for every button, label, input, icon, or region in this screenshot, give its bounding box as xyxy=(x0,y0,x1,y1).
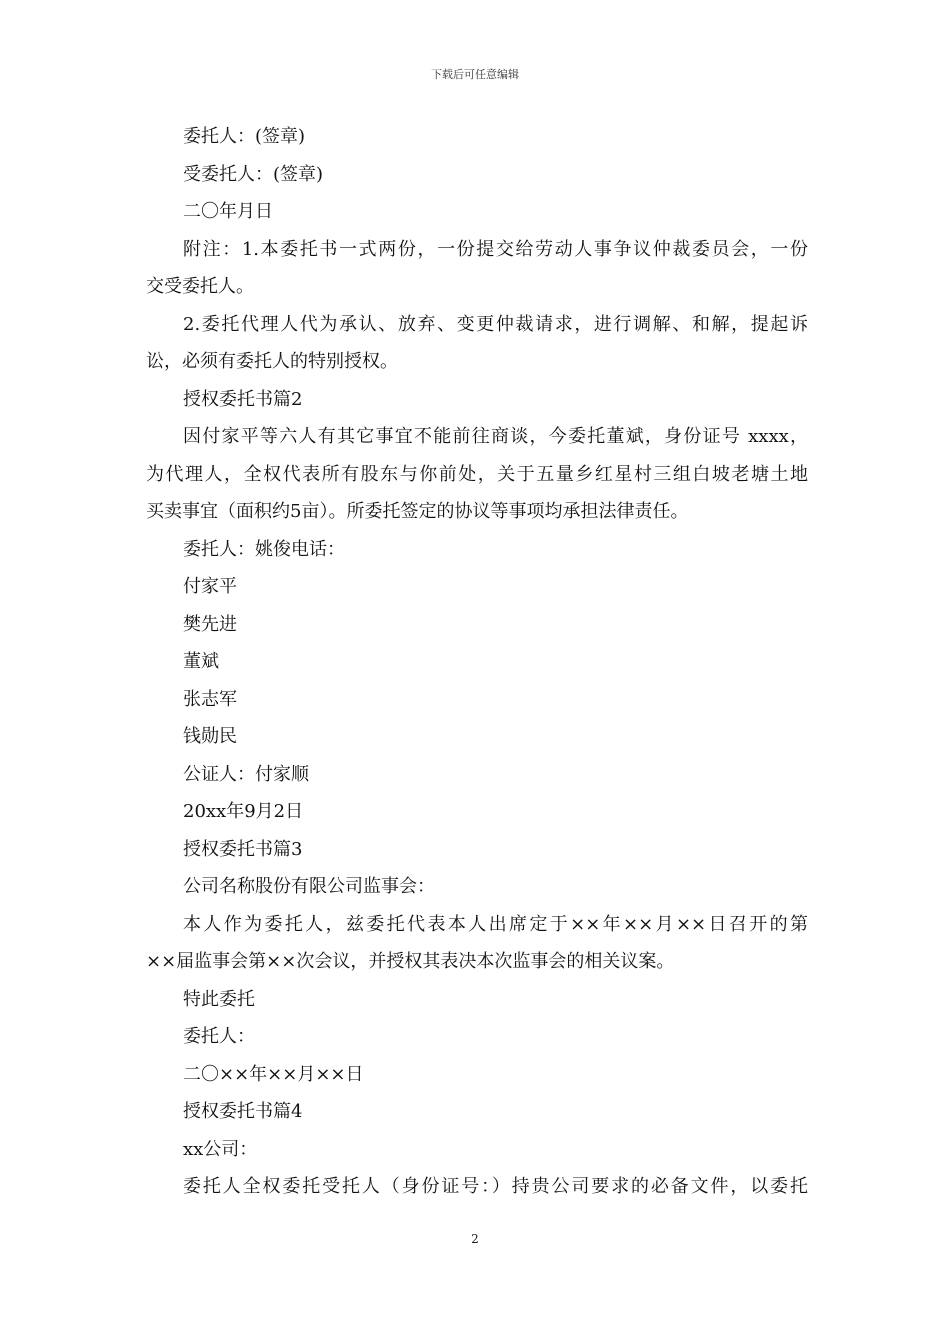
document-line: 委托人： xyxy=(183,1026,255,1047)
document-line: 授权委托书篇3 xyxy=(183,838,303,860)
document-line: 附注：1.本委托书一式两份，一份提交给劳动人事争议仲裁委员会，一份 xyxy=(183,238,808,260)
document-line: 本人作为委托人，兹委托代表本人出席定于××年××月××日召开的第 xyxy=(183,913,808,935)
document-body xyxy=(146,118,808,1206)
document-line: 委托人全权委托受托人（身份证号：）持贵公司要求的必备文件，以委托 xyxy=(183,1176,808,1197)
document-line: 委托人：(签章) xyxy=(183,126,306,147)
document-line: 张志军 xyxy=(183,688,237,710)
document-line: 付家平 xyxy=(183,576,237,597)
document-line: 20xx年9月2日 xyxy=(183,801,304,822)
document-line: 买卖事宜（面积约5亩）。所委托签定的协议等事项均承担法律责任。 xyxy=(146,501,689,522)
page-number: 2 xyxy=(471,1232,479,1246)
document-line: 受委托人：(签章) xyxy=(183,163,324,185)
document-line: 董斌 xyxy=(183,651,219,672)
document-line: 交受委托人。 xyxy=(146,276,254,297)
document-line: 为代理人，全权代表所有股东与你前处，关于五量乡红星村三组白坡老塘土地 xyxy=(146,463,808,485)
document-line: 公证人：付家顺 xyxy=(183,763,309,785)
document-line: 讼，必须有委托人的特别授权。 xyxy=(146,351,398,372)
document-line: 授权委托书篇4 xyxy=(183,1101,303,1122)
document-line: ××届监事会第××次会议，并授权其表决本次监事会的相关议案。 xyxy=(146,951,675,972)
document-line: 樊先进 xyxy=(183,613,237,635)
document-line: 特此委托 xyxy=(183,988,255,1010)
document-line: 2.委托代理人代为承认、放弃、变更仲裁请求，进行调解、和解，提起诉 xyxy=(183,313,808,335)
document-line: 二〇年月日 xyxy=(183,201,273,222)
document-line: 因付家平等六人有其它事宜不能前往商谈，今委托董斌，身份证号 xxxx， xyxy=(183,426,808,447)
page-header: 下载后可任意编辑 xyxy=(431,68,519,81)
document-line: 二〇××年××月××日 xyxy=(183,1063,364,1085)
document-line: 公司名称股份有限公司监事会： xyxy=(183,876,435,897)
document-line: 委托人：姚俊电话： xyxy=(183,538,345,560)
document-line: 钱勋民 xyxy=(183,726,237,747)
document-line: 授权委托书篇2 xyxy=(183,388,303,410)
document-line: xx公司： xyxy=(183,1138,258,1160)
